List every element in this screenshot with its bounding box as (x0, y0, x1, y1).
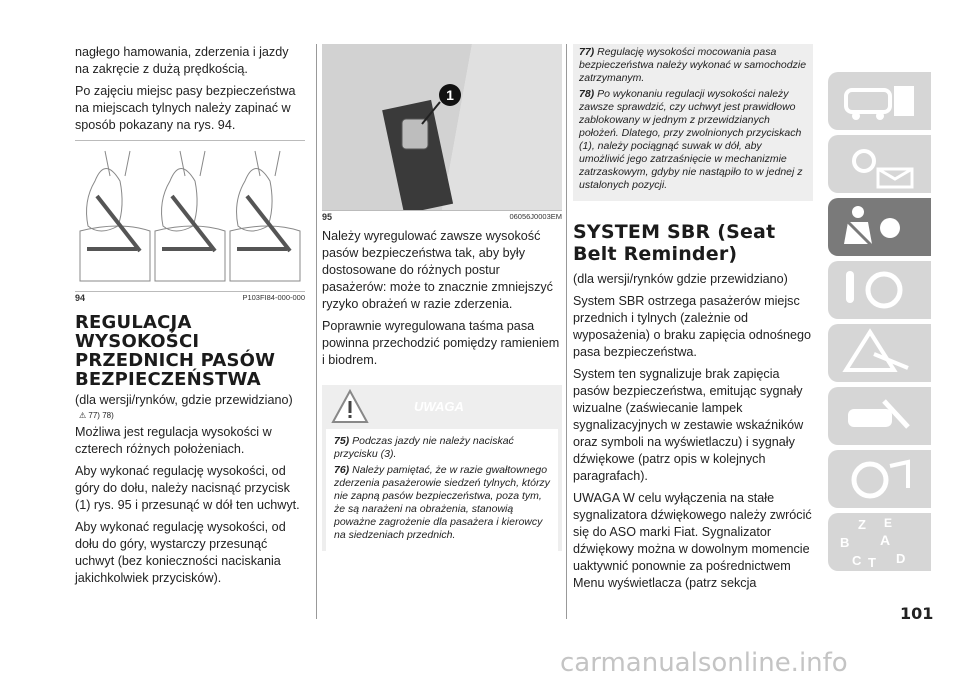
figure-code: 06056J0003EM (509, 212, 562, 221)
tab-safety[interactable] (828, 198, 931, 256)
hazard-crash-icon (828, 324, 931, 382)
figure-94 (75, 140, 305, 292)
tab-lights[interactable] (828, 135, 931, 193)
paragraph: Aby wykonać regulację wysokości, od góry do dołu, należy nacisnąć przycisk (1) rys. 95 i przesunąć w dół ten uchwyt. (75, 464, 300, 512)
svg-text:E: E (884, 516, 893, 530)
tab-multimedia[interactable] (828, 450, 931, 508)
availability-note: (dla wersji/rynków gdzie przewidziano) (573, 272, 788, 286)
tab-index[interactable] (828, 513, 931, 571)
warning-body (326, 429, 558, 551)
figure-95 (322, 44, 562, 211)
rear-seats-illustration (75, 141, 305, 291)
tab-driving[interactable] (828, 261, 931, 319)
media-icon (828, 450, 931, 508)
watermark: carmanualsonline.info (560, 648, 848, 678)
note-item: 75) Podczas jazdy nie należy naciskać przycisku (3). (334, 435, 514, 460)
page-number: 101 (900, 604, 934, 623)
figure-code: P103FI84-000-000 (242, 293, 305, 302)
svg-text:C: C (852, 553, 862, 568)
tab-dashboard[interactable] (828, 72, 931, 130)
warning-refs: ⚠ 77) 78) (79, 411, 114, 420)
steering-key-icon (828, 261, 931, 319)
column-2 (322, 44, 562, 555)
callout-1: 1 (446, 87, 454, 103)
paragraph: UWAGA W celu wyłączenia na stałe sygnalizatora dźwiękowego należy zwrócić się do ASO marki Fiat. Sygnalizator dźwiękowy można w dowolnym momencie uaktywnić ponownie za pośrednictwem Menu wyświetlacza (patrz sekcja (573, 491, 812, 590)
tab-emergency[interactable] (828, 324, 931, 382)
warning-title: UWAGA (414, 399, 464, 414)
svg-text:Z: Z (858, 517, 866, 532)
figure-number: 94 (75, 293, 86, 303)
section-heading: SYSTEM SBR (Seat Belt Reminder) (573, 221, 776, 265)
chapter-tabs (828, 72, 931, 576)
column-1 (75, 44, 305, 592)
availability-note: (dla wersji/rynków, gdzie przewidziano) (75, 393, 293, 407)
svg-text:B: B (840, 535, 850, 550)
index-letters-icon (828, 513, 931, 571)
paragraph: Poprawnie wyregulowana taśma pasa powinna przechodzić pomiędzy ramieniem i biodrem. (322, 319, 560, 367)
paragraph: System ten sygnalizuje brak zapięcia pasów bezpieczeństwa, emitując sygnały wizualne (zaświecanie lampek sygnalizacyjnych w zestawie wskaźników oraz symboli na wyświetlaczu) i sygnały dźwiękowe (patrz opis w kolejnych paragrafach). (573, 367, 804, 483)
note-item: 76) Należy pamiętać, że w razie gwałtownego zderzenia pasażerowie siedzeń tylnych, którzy nie zapną pasów bezpieczeństwa, poza tym, że są narażeni na obrażenia, stanowią poważne zagrożenie dla pasażera i kierowcy na siedzeniach przednich. (334, 464, 550, 541)
warning-triangle-icon (330, 387, 370, 427)
svg-text:T: T (868, 555, 876, 570)
warning-header (322, 385, 562, 429)
belt-height-adjuster-photo (322, 44, 562, 210)
column-3 (573, 44, 813, 597)
figure-caption (322, 212, 562, 222)
tab-maintenance[interactable] (828, 387, 931, 445)
note-item: 78) Po wykonaniu regulacji wysokości należy zawsze sprawdzić, czy uchwyt jest prawidłowo zablokowany w jednym z przewidzianych położeń. Dlatego, przy zwolnionych przyciskach (1), należy pociągnąć suwak w dół, aby umożliwić jego zatrzaśnięcie w mechanizmie zatrzaskowym, gdyby nie nastąpiło to w jednej z ustalonych pozycji. (579, 88, 803, 191)
warning-triangle-icon: ⚠ (79, 411, 87, 420)
paragraph: System SBR ostrzega pasażerów miejsc przednich i tylnych (zależnie od wyposażenia) o braku zapięcia odnośnego pasa bezpieczeństwa. (573, 294, 812, 359)
paragraph: Możliwa jest regulacja wysokości w czterech różnych położeniach. (75, 425, 272, 456)
wrench-car-icon (828, 387, 931, 445)
figure-number: 95 (322, 212, 333, 222)
paragraph: Po zajęciu miejsc pasy bezpieczeństwa na miejscach tylnych należy zapinać w sposób pokazany na rys. 94. (75, 84, 296, 132)
seatbelt-airbag-icon (828, 198, 931, 256)
warning-notes-continued (573, 44, 813, 201)
section-heading: REGULACJA WYSOKOŚCI PRZEDNICH PASÓW BEZPIECZEŃSTWA (75, 312, 276, 390)
column-divider (316, 44, 317, 619)
figure-caption (75, 293, 305, 303)
car-dashboard-icon (828, 72, 931, 130)
paragraph: Aby wykonać regulację wysokości, od dołu do góry, wystarczy przesunąć uchwyt (bez konieczności naciskania jakichkolwiek przycisków). (75, 520, 286, 585)
column-divider (566, 44, 567, 619)
paragraph: nagłego hamowania, zderzenia i jazdy na zakręcie z dużą prędkością. (75, 45, 289, 76)
svg-text:A: A (880, 532, 891, 548)
warning-box (322, 385, 562, 551)
note-item: 77) Regulację wysokości mocowania pasa bezpieczeństwa należy wykonać w samochodzie zatrzymanym. (579, 46, 807, 84)
svg-text:D: D (896, 551, 906, 566)
paragraph: Należy wyregulować zawsze wysokość pasów bezpieczeństwa tak, aby były dostosowane do różnych postur pasażerów: może to znacznie zmniejszyć ryzyko obrażeń w razie zderzenia. (322, 229, 553, 311)
lights-mail-icon (828, 135, 931, 193)
